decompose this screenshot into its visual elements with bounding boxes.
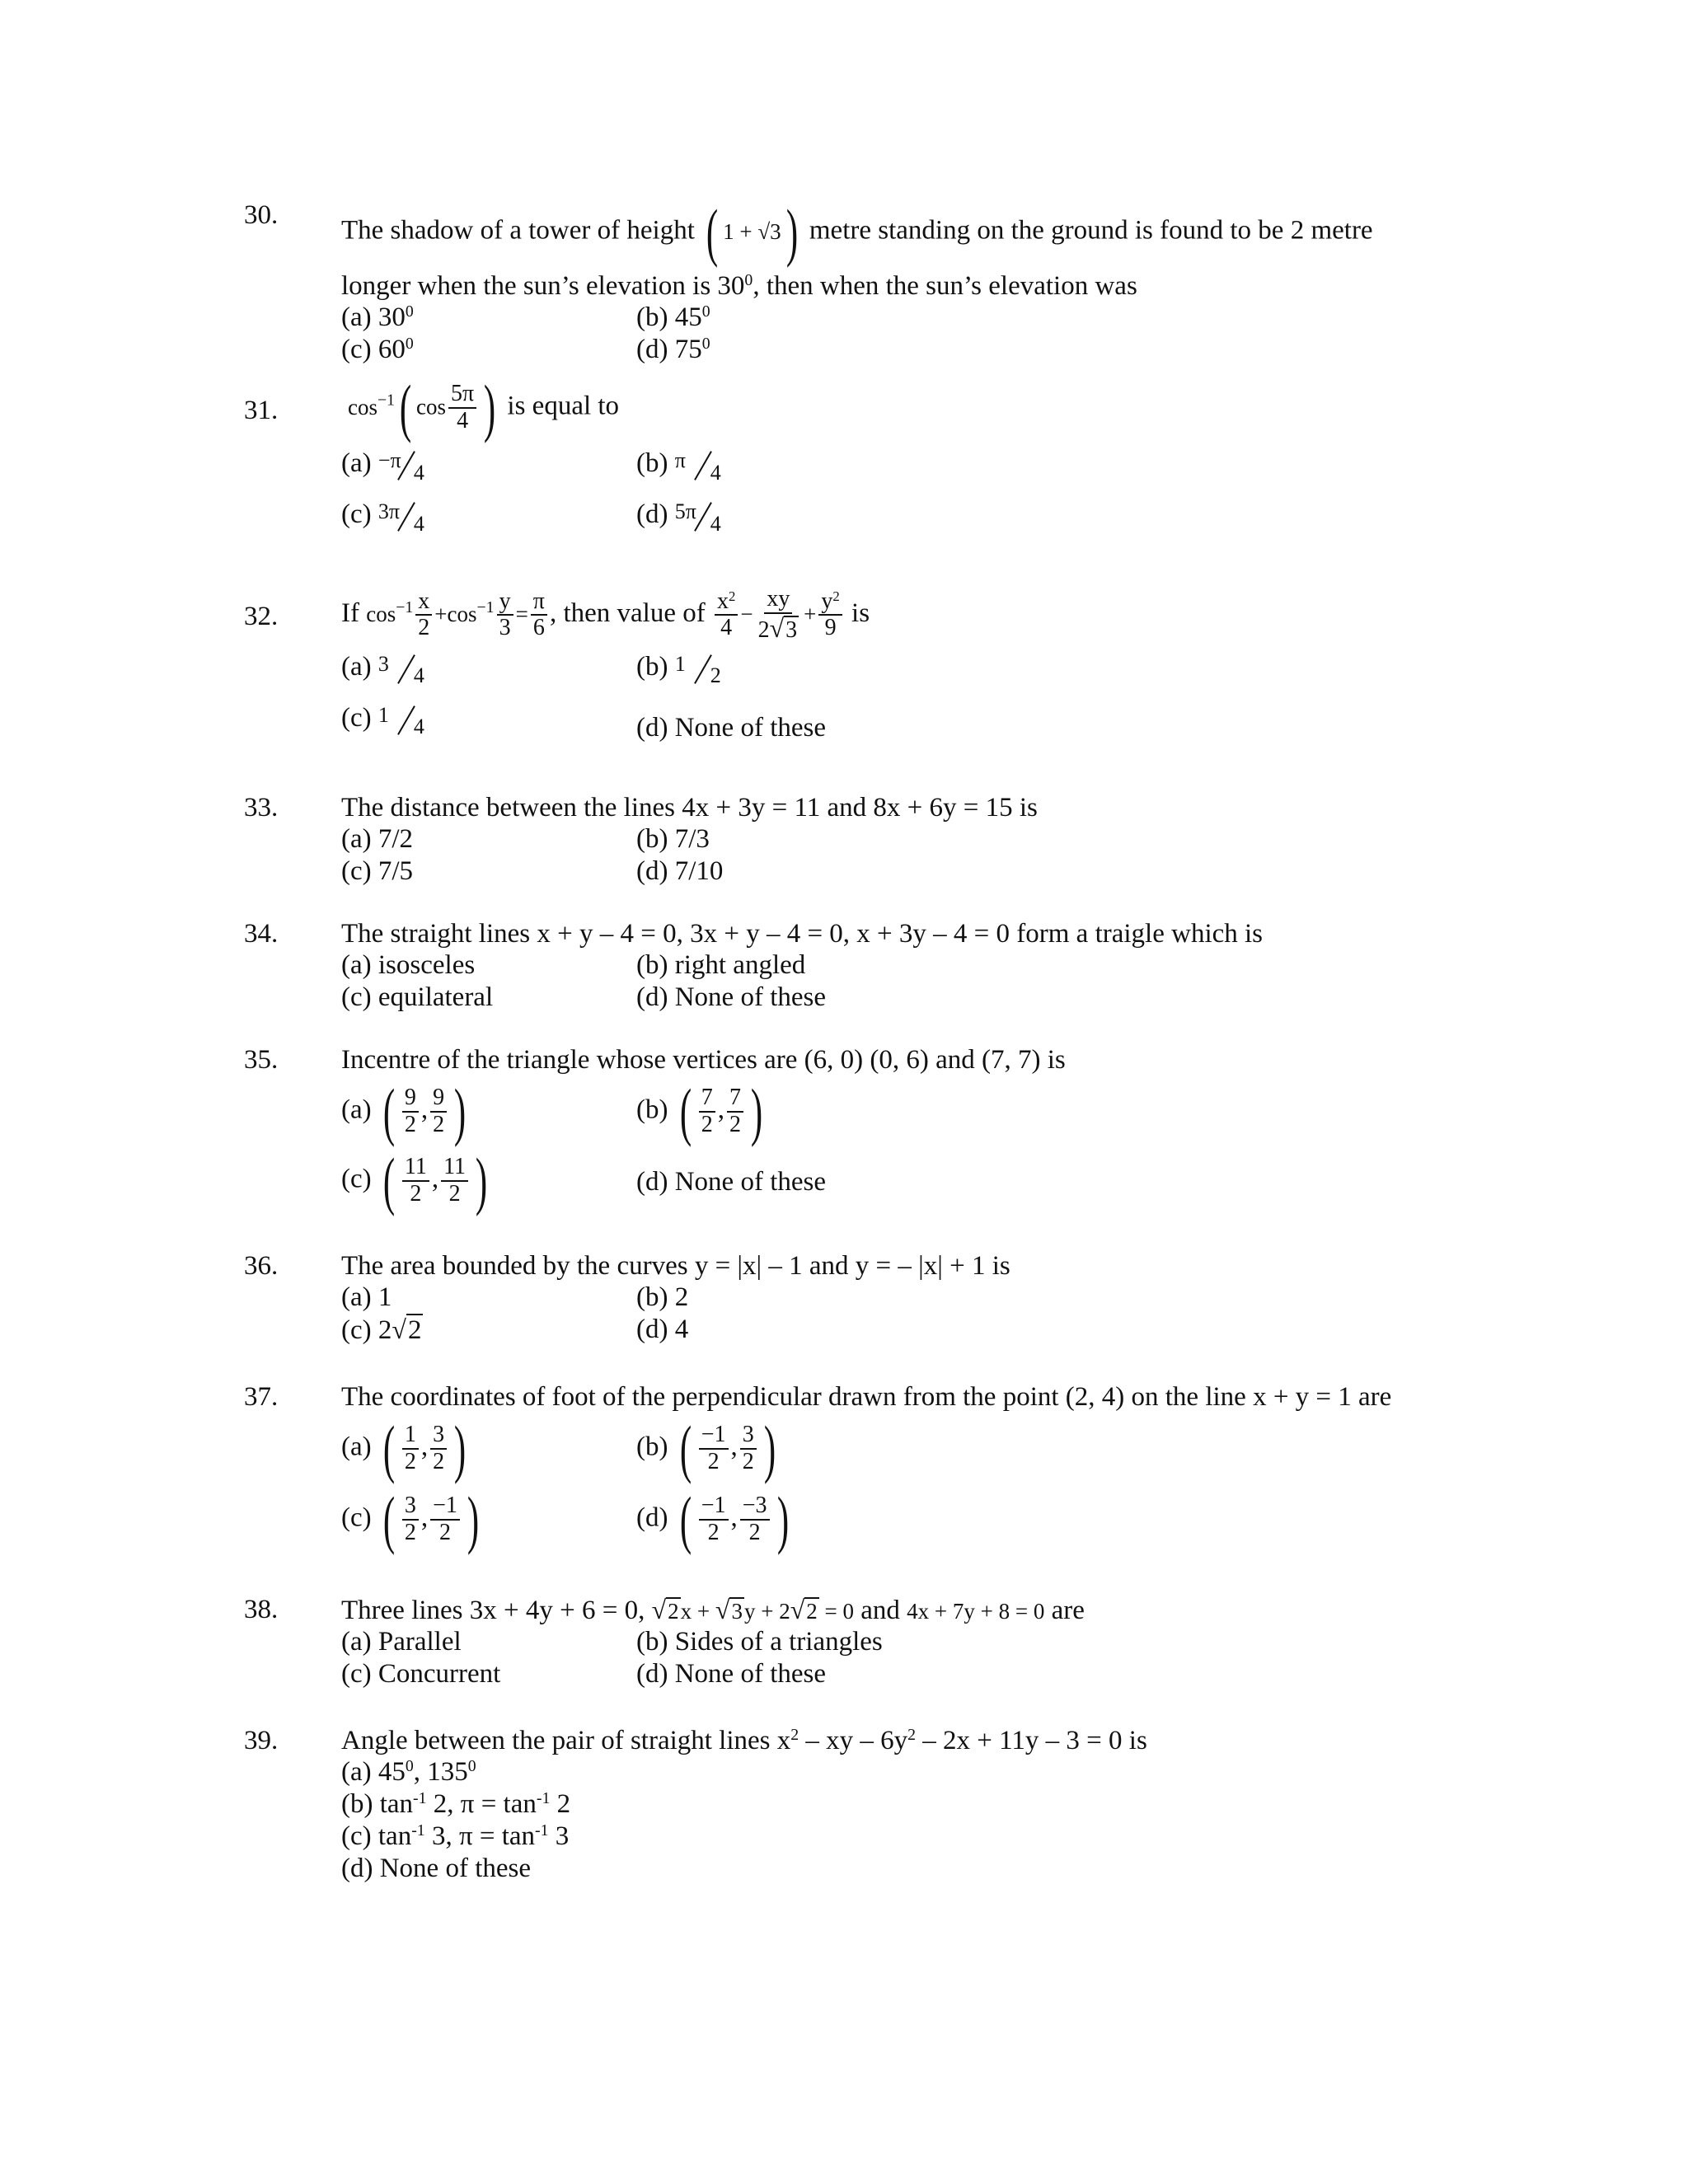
option-d: (d) 4 bbox=[636, 1314, 689, 1344]
question-body bbox=[341, 196, 1639, 367]
option-c: (c) 7/5 bbox=[341, 855, 414, 886]
options-row-1 bbox=[341, 1282, 1639, 1315]
options-row-1 bbox=[341, 1075, 1639, 1149]
option-b: (b) 1 2 bbox=[636, 651, 721, 688]
question-number: 38. bbox=[244, 1595, 279, 1624]
option-a: (a) $30^0$ bbox=[341, 302, 414, 332]
option-a: (a) 7/2 bbox=[341, 823, 414, 854]
question-body bbox=[341, 1045, 1639, 1218]
option-c: (c) $\tan^{-1} 3$, $\pi = \tan^{-1} 3$ bbox=[341, 1821, 570, 1851]
question-body bbox=[341, 919, 1639, 1015]
question-body bbox=[341, 587, 1639, 754]
option-c: (c) ( $\frac{3}{2}$ , $\frac{-1}{2}$ ) bbox=[341, 1483, 480, 1555]
option-a: (a) ( $\frac{1}{2}$ , $\frac{3}{2}$ ) bbox=[341, 1412, 467, 1484]
option-a: (a) 1 bbox=[341, 1282, 392, 1312]
question-text: The area bounded by the curves y = |x| – 1 and y = – |x| + 1 is bbox=[341, 1251, 1010, 1281]
options-row-2 bbox=[341, 1659, 1639, 1691]
option-b: (b) right angled bbox=[636, 949, 806, 980]
option-a: (a) isosceles bbox=[341, 949, 476, 980]
option-c: (c) 1 4 bbox=[341, 702, 424, 739]
option-b: (b) $\tan^{-1} 2$, $\pi = \tan^{-1} 2$ bbox=[341, 1788, 571, 1819]
question-body bbox=[341, 372, 1639, 551]
option-b: (b) 2 bbox=[636, 1282, 689, 1312]
question-text-line-2: longer when the sun’s elevation is $30^0$, then when the sun’s elevation was bbox=[341, 271, 1137, 301]
question-number: 34. bbox=[244, 919, 279, 949]
options-row-2 bbox=[341, 1483, 1639, 1558]
question-number: 32. bbox=[244, 602, 279, 631]
options-row-2 bbox=[341, 1315, 1639, 1347]
options-row-1 bbox=[341, 950, 1639, 982]
option-d: (d) 7/10 bbox=[636, 855, 724, 886]
options-row-1 bbox=[341, 302, 1639, 335]
question-text: Incentre of the triangle whose vertices are (6, 0) (0, 6) and (7, 7) is bbox=[341, 1045, 1066, 1075]
question-number: 35. bbox=[244, 1045, 279, 1075]
options-row-2 bbox=[341, 335, 1639, 367]
question-number: 31. bbox=[244, 396, 279, 425]
question-body bbox=[341, 1595, 1639, 1691]
question-body bbox=[341, 1251, 1639, 1347]
option-d: (d) None of these bbox=[636, 1658, 827, 1689]
option-b: (b) π 4 bbox=[636, 448, 721, 485]
option-d: (d) 5π 4 bbox=[636, 499, 721, 536]
question-text-line-1: The shadow of a tower of height ( 1 + √3) metre standing on the ground is found to be 2 metre bbox=[341, 196, 1373, 268]
option-a: (a) 3 4 bbox=[341, 651, 424, 688]
option-d: (d) None of these bbox=[636, 982, 827, 1012]
option-b: (b) Sides of a triangles bbox=[636, 1626, 883, 1657]
option-c: (c) ( $\frac{11}{2}$ , $\frac{11}{2}$ ) bbox=[341, 1144, 488, 1216]
question-text: The straight lines x + y – 4 = 0, 3x + y – 4 = 0, x + 3y – 4 = 0 form a traigle which is bbox=[341, 919, 1264, 949]
question-number: 30. bbox=[244, 200, 279, 230]
option-c: (c) 3π 4 bbox=[341, 499, 424, 536]
option-b: (b) ( $\frac{7}{2}$ , $\frac{7}{2}$ ) bbox=[636, 1075, 763, 1147]
options-row-1 bbox=[341, 1412, 1639, 1488]
option-b: (b) $45^0$ bbox=[636, 302, 710, 332]
question-number: 33. bbox=[244, 793, 279, 823]
question-expression: If $\cos^{-1}$ $\frac{x}{2}$ $+\cos^{-1}$ $\frac{y}{3}$ = $\frac{\pi}{6}$ , then value of $\frac{x^2}{4}$ − $\frac{xy}{2√3}$ + $\frac{y^2}{9}$ is bbox=[341, 586, 870, 643]
option-d: (d) None of these bbox=[636, 1166, 827, 1197]
question-text: Angle between the pair of straight lines $x^2$ – xy – $6y^2 - 2x + 11y - 3 = 0$ is bbox=[341, 1726, 1147, 1755]
question-body bbox=[341, 1726, 1639, 1886]
options-row-2 bbox=[341, 1144, 1639, 1218]
option-d: (d) ( $\frac{-1}{2}$ , $\frac{-3}{2}$ ) bbox=[636, 1483, 789, 1555]
option-c: (c) $60^0$ bbox=[341, 334, 414, 364]
question-text: The coordinates of foot of the perpendicular drawn from the point (2, 4) on the line x + y = 1 are bbox=[341, 1382, 1392, 1412]
options-row-1 bbox=[341, 448, 1639, 499]
question-text: The distance between the lines 4x + 3y = 11 and 8x + 6y = 15 is bbox=[341, 793, 1038, 823]
option-b: (b) 7/3 bbox=[636, 823, 710, 854]
option-d: (d) $75^0$ bbox=[636, 334, 710, 364]
options-row-1 bbox=[341, 652, 1639, 703]
question-number: 39. bbox=[244, 1726, 279, 1755]
options-row-1 bbox=[341, 824, 1639, 856]
options-row-2 bbox=[341, 982, 1639, 1015]
option-a: (a) $45^0$, $135^0$ bbox=[341, 1756, 476, 1787]
option-c: (c) equilateral bbox=[341, 982, 494, 1012]
option-c: (c) Concurrent bbox=[341, 1658, 501, 1689]
option-a: (a) ( $\frac{9}{2}$ , $\frac{9}{2}$ ) bbox=[341, 1075, 467, 1147]
question-body bbox=[341, 1382, 1639, 1558]
question-body bbox=[341, 793, 1639, 888]
question-number: 37. bbox=[244, 1382, 279, 1412]
options-row-2 bbox=[341, 499, 1639, 551]
option-d: (d) None of these bbox=[341, 1853, 532, 1883]
options-row-2 bbox=[341, 703, 1639, 754]
option-b: (b) ( $\frac{-1}{2}$ , $\frac{3}{2}$ ) bbox=[636, 1412, 776, 1484]
option-c: (c) 2√2 bbox=[341, 1314, 422, 1345]
option-a: (a) Parallel bbox=[341, 1626, 462, 1657]
question-expression: $\cos^{-1}$( cos $\frac{5\pi}{4}$ ) is equal to bbox=[348, 372, 620, 443]
question-text: Three lines 3x + 4y + 6 = 0, √2x + √3y + 2√2 = 0 and 4x + 7y + 8 = 0 are bbox=[341, 1595, 1085, 1625]
option-a: (a) −π 4 bbox=[341, 448, 424, 485]
options-row-2 bbox=[341, 856, 1639, 888]
height-expression: ( 1 + √3) bbox=[706, 196, 798, 268]
option-d: (d) None of these bbox=[636, 712, 827, 743]
options-row-1 bbox=[341, 1627, 1639, 1659]
question-number: 36. bbox=[244, 1251, 279, 1281]
